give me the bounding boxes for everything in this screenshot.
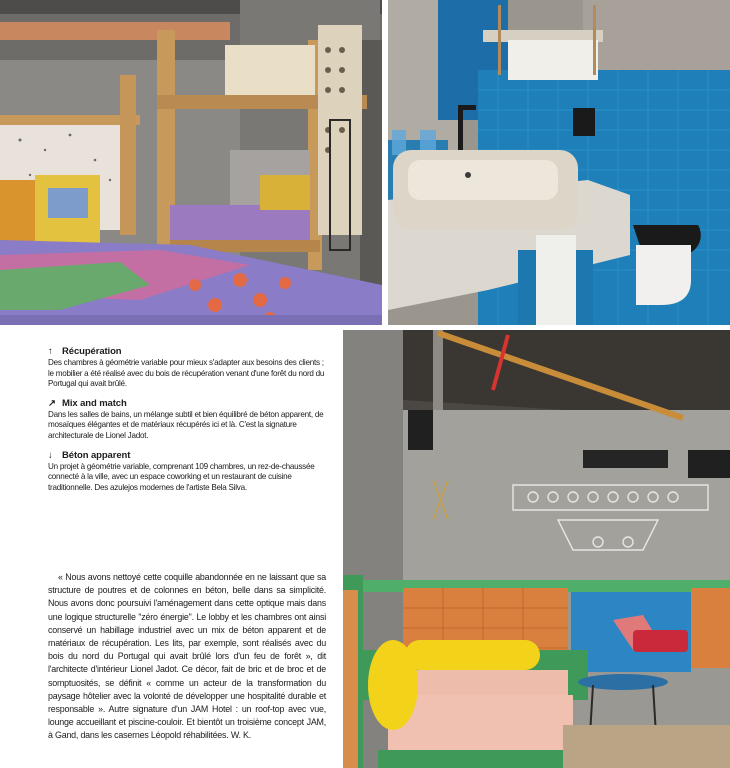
bathroom-photo [388,0,730,325]
caption-body: Dans les salles de bains, un mélange subtil et bien équilibré de béton apparent, de mosaïques élégantes et de matériaux récupérés ici et là. C'est la signature architecturale de Lionel Jadot. [48,409,324,440]
caption-title [48,346,326,358]
bedroom-photo [0,0,382,325]
caption-body: Un projet à géométrie variable, comprenant 109 chambres, un rez-de-chaussée connecté à la ville, avec un espace coworking et un restaurant de cuisine traditionnelle. Des azulejos modernes de l'artiste Bela Silva. [48,461,315,492]
caption-beton-apparent [48,450,326,494]
arrow-down-icon: ↓ [48,449,53,461]
caption-title-text: Récupération [62,346,122,357]
arrow-up-icon: ↑ [48,346,53,357]
photo-captions [48,346,326,501]
caption-title [48,450,326,462]
caption-recuperation [48,346,326,390]
caption-title-text: Béton apparent [62,449,131,461]
caption-title [48,398,326,410]
arrow-up-right-icon: ↗ [48,397,56,409]
lounge-photo [343,330,730,768]
caption-body: Des chambres à géométrie variable pour mieux s'adapter aux besoins des clients ; le mobilier a été réalisé avec du bois de récupération venant d'une forêt du nord du Portugal qui avait brûlé. [48,358,325,389]
caption-mix-and-match [48,398,326,442]
caption-title-text: Mix and match [62,397,127,409]
article-body: « Nous avons nettoyé cette coquille abandonnée en ne laissant que sa structure de poutres et de colonnes en béton, belle dans sa simplicité. Nous avons donc poursuivi l'aménagement dans cette optique mais dans une logique structurelle ''zéro énergie''. Le lobby et les chambres ont ainsi conservé un habillage industriel avec un mix de béton apparent et de matériaux de récupération. Les lits, par exemple, sont réalisés avec du bois du nord du Portugal qui avait brûlé lors d'un feu de forêt », dit l'architecte d'intérieur Lionel Jadot. Ce décor, fait de bric et de broc et de somptuosités, se définit « comme un acteur de la transformation du paysage hôtelier avec la volonté de développer une hospitalité durable et responsable ». Autre signature d'un JAM Hotel : un roof-top avec vue, lounge accueillant et piscine-couloir. Et bientôt un troisième concept JAM, à Gand, dans les casernes Léopold réhabilitées. W. K. [48,572,326,741]
